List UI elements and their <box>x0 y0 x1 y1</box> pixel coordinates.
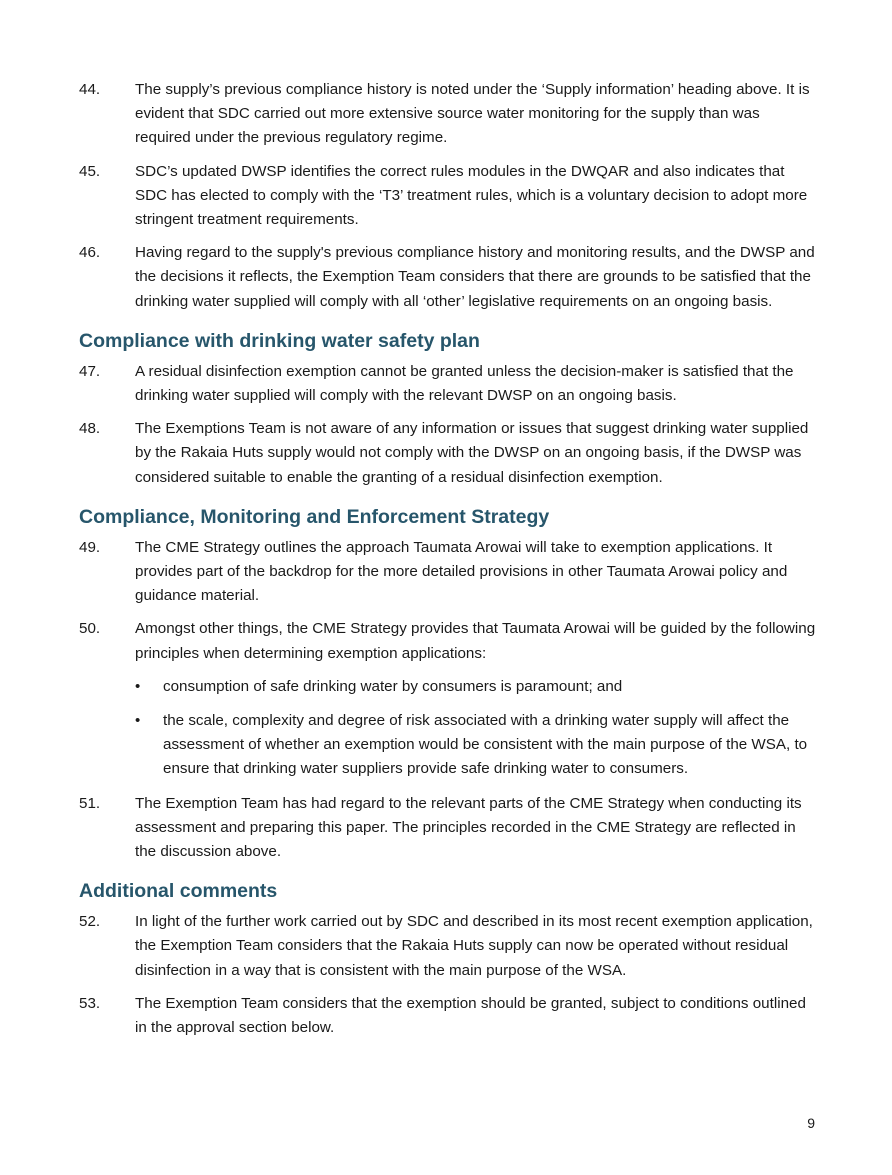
paragraph-46 <box>79 241 819 314</box>
paragraph-text: Amongst other things, the CME Strategy provides that Taumata Arowai will be guided by the following principles when determining exemption applications: <box>135 620 816 662</box>
principles-list <box>135 675 819 782</box>
paragraph-text: In light of the further work carried out by SDC and described in its most recent exemption application, the Exemption Team considers that the Rakaia Huts supply can now be operated without residual disinfection in a way that is consistent with the main purpose of the WSA. <box>135 913 813 979</box>
paragraph-text: The Exemption Team has had regard to the relevant parts of the CME Strategy when conducting its assessment and preparing this paper. The principles recorded in the CME Strategy are reflected in the discussion above. <box>135 794 802 861</box>
paragraph-number: 45. <box>79 162 101 180</box>
paragraph-text: The CME Strategy outlines the approach Taumata Arowai will take to exemption applications. It provides part of the backdrop for the more detailed provisions in other Taumata Arowai policy and guidance material. <box>135 538 788 605</box>
paragraph-number: 44. <box>79 81 101 98</box>
paragraph-text: A residual disinfection exemption cannot be granted unless the decision-maker is satisfied that the drinking water supplied will comply with the relevant DWSP on an ongoing basis. <box>135 362 794 405</box>
paragraph-text: The supply’s previous compliance history is noted under the ‘Supply information’ heading above. It is evident that SDC carried out more extensive source water monitoring for the supply than was required under the previous regulatory regime. <box>135 81 810 147</box>
paragraph-number: 52. <box>79 913 101 931</box>
paragraph-48 <box>79 417 819 490</box>
list-item <box>135 675 819 699</box>
page-number: 9 <box>807 1115 815 1131</box>
paragraph-number: 47. <box>79 362 101 380</box>
paragraph-47 <box>79 360 819 408</box>
list-item-text: the scale, complexity and degree of risk associated with a drinking water supply will affect the assessment of whether an exemption would be consistent with the main purpose of the WSA, to ensure that drinking water suppliers provide safe drinking water to consumers. <box>163 712 808 778</box>
paragraph-45 <box>79 160 819 233</box>
paragraph-text: The Exemptions Team is not aware of any information or issues that suggest drinking water supplied by the Rakaia Huts supply would not comply with the DWSP on an ongoing basis, if the DWSP was considered suitable to enable the granting of a residual disinfection exemption. <box>135 420 809 486</box>
paragraph-text: Having regard to the supply's previous compliance history and monitoring results, and the DWSP and the decisions it reflects, the Exemption Team considers that there are grounds to be satisfied that the drinking water supplied will comply with all ‘other’ legislative requirements on an ongoing basis. <box>135 244 815 310</box>
paragraph-50 <box>79 617 819 665</box>
section-heading-dwsp: Compliance with drinking water safety plan <box>79 329 480 352</box>
paragraph-number: 48. <box>79 420 101 438</box>
paragraph-44 <box>79 78 819 151</box>
paragraph-number: 51. <box>79 794 101 812</box>
paragraph-text: The Exemption Team considers that the exemption should be granted, subject to conditions outlined in the approval section below. <box>135 994 806 1037</box>
paragraph-52 <box>79 910 819 983</box>
bullet-icon: • <box>135 677 141 695</box>
section-heading-cme: Compliance, Monitoring and Enforcement Strategy <box>79 505 550 528</box>
paragraph-49 <box>79 536 819 609</box>
section-heading-additional: Additional comments <box>79 880 278 903</box>
paragraph-number: 53. <box>79 994 101 1012</box>
paragraph-51 <box>79 792 819 865</box>
paragraph-number: 50. <box>79 620 101 638</box>
paragraph-number: 49. <box>79 538 101 556</box>
paragraph-number: 46. <box>79 244 101 262</box>
list-item <box>135 709 819 782</box>
bullet-icon: • <box>135 712 141 730</box>
paragraph-53 <box>79 992 819 1040</box>
page-content <box>79 78 819 1049</box>
paragraph-text: SDC’s updated DWSP identifies the correct rules modules in the DWQAR and also indicates that SDC has elected to comply with the ‘T3’ treatment rules, which is a voluntary decision to adopt more stringent treatment requirements. <box>135 162 808 229</box>
list-item-text: consumption of safe drinking water by consumers is paramount; and <box>163 677 623 695</box>
